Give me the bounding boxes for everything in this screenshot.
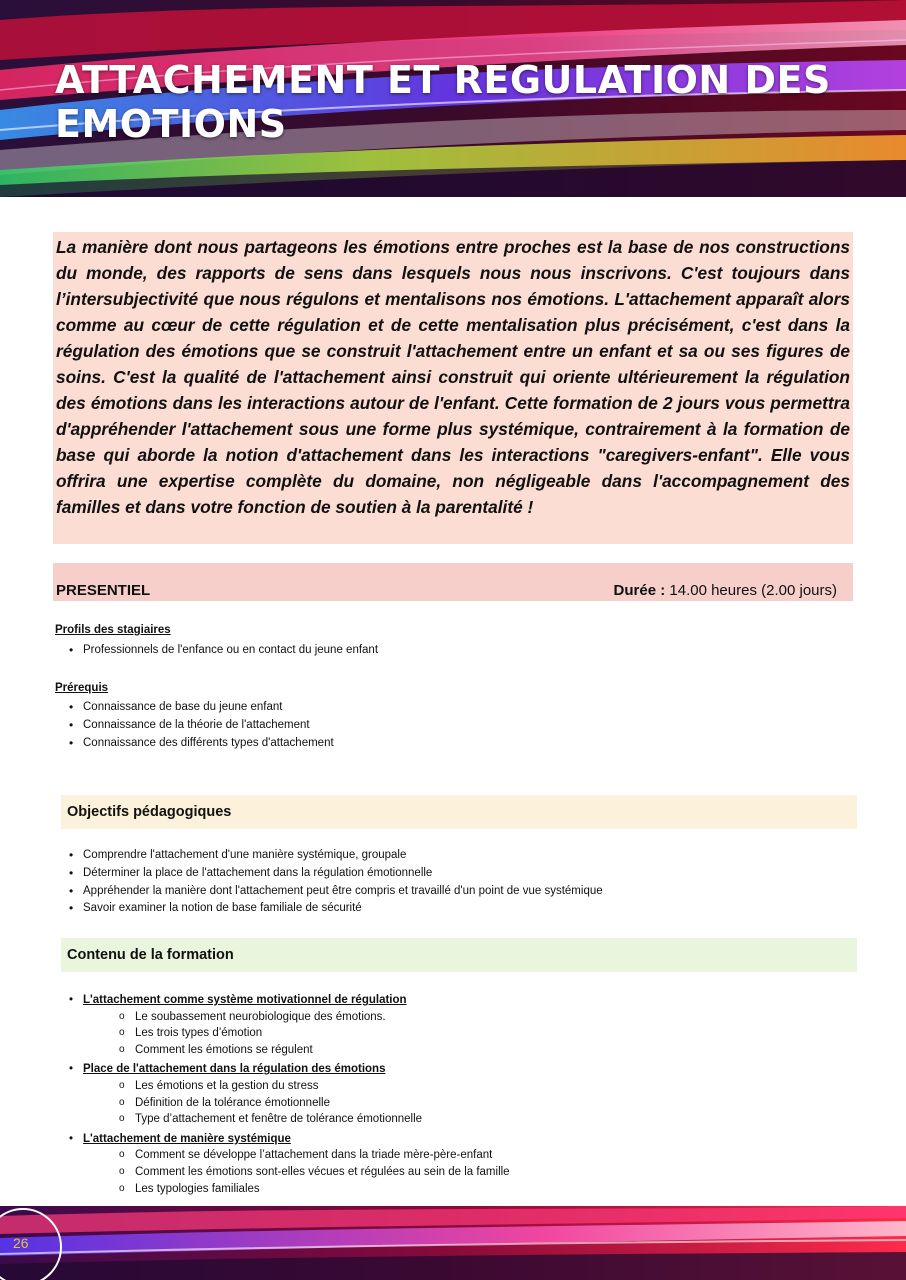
list-item: • Connaissance des différents types d'attachement	[55, 735, 845, 753]
list-item: • Connaissance de la théorie de l'attachement	[55, 717, 845, 735]
contenu-heading: Contenu de la formation	[61, 938, 857, 972]
sub-item: o Définition de la tolérance émotionnelle	[83, 1095, 855, 1112]
sub-item: o Comment les émotions sont-elles vécues et régulées au sein de la famille	[83, 1164, 855, 1181]
header-banner	[0, 0, 906, 197]
footer-light-streaks-image	[0, 1206, 906, 1280]
list-item: • Connaissance de base du jeune enfant	[55, 699, 845, 717]
sub-item: o Les émotions et la gestion du stress	[83, 1078, 855, 1095]
topic-title: L'attachement comme système motivationnel de régulation	[83, 994, 407, 1006]
contenu-list	[55, 992, 855, 1200]
prerequis-list	[55, 699, 845, 752]
list-item: • Déterminer la place de l'attachement dans la régulation émotionnelle	[55, 865, 855, 883]
prerequis-title: Prérequis	[55, 682, 109, 694]
page-title: ATTACHEMENT ET REGULATION DES EMOTIONS	[55, 58, 831, 146]
duration	[614, 582, 837, 600]
sub-item: o Les trois types d’émotion	[83, 1025, 855, 1042]
topic-sublist	[83, 1078, 855, 1128]
topic-sublist	[83, 1009, 855, 1059]
list-item: • Savoir examiner la notion de base familiale de sécurité	[55, 900, 855, 918]
duration-value: 14.00 heures (2.00 jours)	[669, 582, 837, 599]
footer-banner	[0, 1206, 906, 1280]
sub-item: o Type d’attachement et fenêtre de tolérance émotionnelle	[83, 1111, 855, 1128]
list-item: • Appréhender la manière dont l'attachement peut être compris et travaillé d'un point de vue systémique	[55, 883, 855, 901]
topic-title: L'attachement de manière systémique	[83, 1132, 291, 1145]
list-item: • Comprendre l'attachement d'une manière systémique, groupale	[55, 847, 855, 865]
content-topic	[55, 1131, 855, 1197]
topic-title: Place de l'attachement dans la régulation des émotions	[83, 1063, 386, 1076]
duration-label: Durée :	[613, 582, 666, 599]
topic-sublist	[83, 1147, 855, 1197]
content-topic	[55, 992, 855, 1058]
list-item: • Professionnels de l'enfance ou en contact du jeune enfant	[55, 642, 845, 660]
profils-title: Profils des stagiaires	[55, 624, 171, 636]
sub-item: o Le soubassement neurobiologique des émotions.	[83, 1009, 855, 1026]
intro-paragraph: La manière dont nous partageons les émotions entre proches est la base de nos constructions du monde, des rapports de sens dans lesquels nous nous inscrivons. C'est toujours dans l’intersubjectivité que nous régulons et mentalisons nos émotions. L'attachement apparaît alors comme au cœur de cette régulation et de cette mentalisation plus précisément, c'est dans la régulation des émotions que se construit l'attachement entre un enfant et sa ou ses figures de soins. C'est la qualité de l'attachement ainsi construit qui oriente ultérieurement la régulation des émotions dans les interactions autour de l'enfant. Cette formation de 2 jours vous permettra d'appréhender l'attachement sous une forme plus systémique, contrairement à la formation de base qui aborde la notion d'attachement dans les interactions "caregivers-enfant". Elle vous offrira une expertise complète du domaine, non négligeable dans l'accompagnement des familles et dans votre fonction de soutien à la parentalité !	[53, 232, 853, 544]
sub-item: o Les typologies familiales	[83, 1181, 855, 1198]
format-bar	[53, 563, 853, 601]
page-number: 26	[13, 1235, 29, 1251]
objectifs-list	[55, 847, 855, 918]
sub-item: o Comment les émotions se régulent	[83, 1042, 855, 1059]
sub-item: o Comment se développe l’attachement dans la triade mère-père-enfant	[83, 1147, 855, 1164]
content-topic	[55, 1061, 855, 1127]
profils-list	[55, 642, 845, 660]
format-mode: PRESENTIEL	[56, 582, 151, 599]
objectifs-heading: Objectifs pédagogiques	[61, 795, 857, 829]
